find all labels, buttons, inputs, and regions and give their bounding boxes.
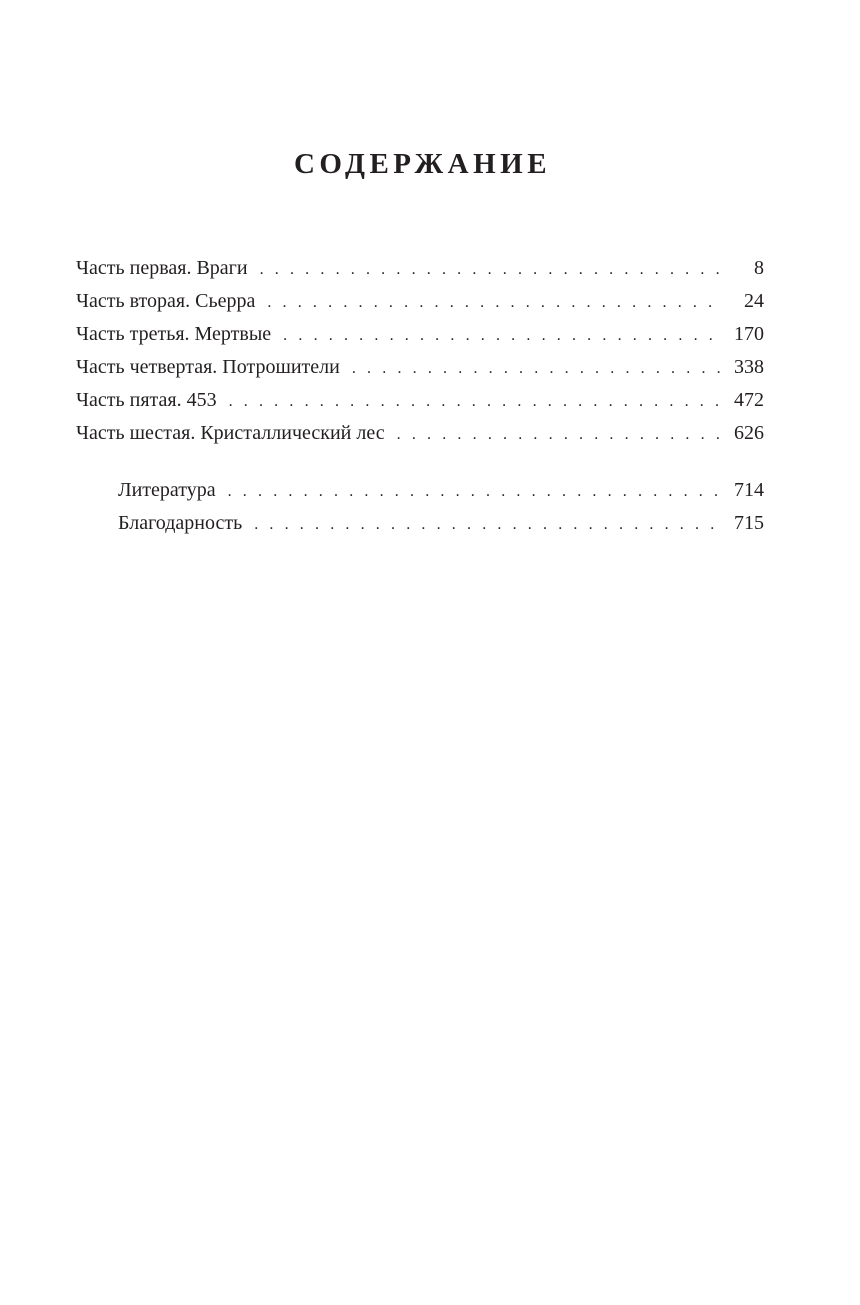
dot-leader [228, 475, 722, 508]
dot-leader [254, 508, 722, 541]
toc-entry-page: 715 [734, 512, 764, 534]
dot-leader [397, 418, 722, 451]
toc-entry-label: Часть четвертая. Потрошители [76, 356, 340, 378]
toc-entry[interactable] [76, 252, 764, 285]
toc-entry-label: Часть вторая. Сьерра [76, 290, 256, 312]
toc-entry-page: 8 [754, 257, 764, 279]
dot-leader [229, 385, 722, 418]
toc-entry-label: Благодарность [118, 512, 243, 534]
dot-leader [352, 352, 722, 385]
toc-entry-page: 338 [734, 356, 764, 378]
toc-entry[interactable] [118, 507, 764, 540]
toc-entry-page: 626 [734, 422, 764, 444]
toc-entry-page: 472 [734, 389, 764, 411]
toc-entry[interactable] [76, 285, 764, 318]
toc-entry[interactable] [76, 384, 764, 417]
toc-entry[interactable] [118, 474, 764, 507]
dot-leader [283, 319, 722, 352]
toc-entry-page: 714 [734, 479, 764, 501]
toc-entry-label: Часть третья. Мертвые [76, 323, 272, 345]
toc-back-matter [76, 474, 764, 540]
toc-entry[interactable] [76, 351, 764, 384]
toc-entry-page: 24 [744, 290, 764, 312]
toc-entry-label: Часть пятая. 453 [76, 389, 217, 411]
table-of-contents [76, 252, 764, 540]
toc-entry-label: Часть шестая. Кристаллический лес [76, 422, 385, 444]
toc-entry-page: 170 [734, 323, 764, 345]
toc-entry-label: Литература [118, 479, 216, 501]
toc-entry[interactable] [76, 417, 764, 450]
dot-leader [267, 286, 722, 319]
toc-entry[interactable] [76, 318, 764, 351]
page-title: СОДЕРЖАНИЕ [293, 148, 552, 180]
toc-entry-label: Часть первая. Враги [76, 257, 248, 279]
toc-parts [76, 252, 764, 450]
dot-leader [260, 253, 722, 286]
